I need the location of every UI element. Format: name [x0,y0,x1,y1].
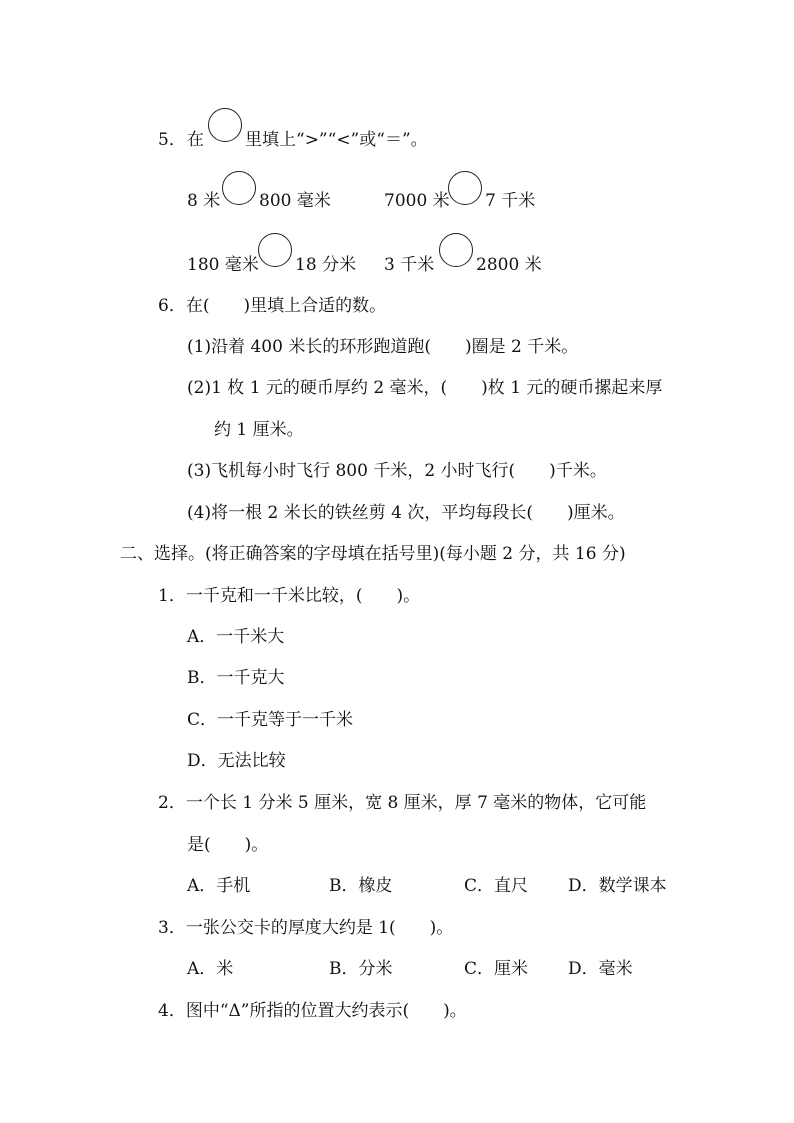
q6-sub-2-line2: 约 1 厘米。 [214,420,304,440]
c3-option-d[interactable]: D．毫米 [568,959,633,979]
q5-r1b-circle[interactable] [448,171,482,205]
section2-title: 二、选择。(将正确答案的字母填在括号里)(每小题 2 分，共 16 分) [120,544,626,564]
c2-option-b[interactable]: B．橡皮 [329,876,393,896]
c1-option-a[interactable]: A．一千米大 [187,627,285,647]
q5-r1a-left: 8 米 [187,191,221,211]
q5-r1b-left: 7000 米 [384,191,450,211]
q5-r2b-left: 3 千米 [384,255,435,275]
c1-stem: 1．一千克和一千米比较，( )。 [158,586,421,606]
q5-r1b-right: 7 千米 [485,191,536,211]
q5-r2a-circle[interactable] [258,233,292,267]
c2-option-a[interactable]: A．手机 [187,876,251,896]
q5-r1a-circle[interactable] [222,171,256,205]
c1-option-d[interactable]: D．无法比较 [187,751,286,771]
c1-option-c[interactable]: C．一千克等于一千米 [187,710,354,730]
q6-sub-1: (1)沿着 400 米长的环形跑道跑( )圈是 2 千米。 [187,337,579,357]
c2-option-c[interactable]: C．直尺 [464,876,529,896]
c4-stem: 4．图中“Δ”所指的位置大约表示( )。 [158,1001,467,1021]
c2-option-d[interactable]: D．数学课本 [568,876,667,896]
c3-option-b[interactable]: B．分米 [329,959,393,979]
q5-r2a-left: 180 毫米 [187,255,259,275]
c2-stem-line2: 是( )。 [187,835,269,855]
c2-stem-line1: 2．一个长 1 分米 5 厘米，宽 8 厘米，厚 7 毫米的物体，它可能 [158,793,647,813]
q5-r2b-circle[interactable] [439,233,473,267]
q6-sub-2-line1: (2)1 枚 1 元的硬币厚约 2 毫米，( )枚 1 元的硬币摞起来厚 [187,378,663,398]
q5-blank-circle [208,108,242,142]
q5-text-post: 里填上“>”“<”或“＝”。 [245,130,428,150]
c3-option-c[interactable]: C．厘米 [464,959,529,979]
q5-number: 5． [158,130,186,150]
q6-sub-3: (3)飞机每小时飞行 800 千米，2 小时飞行( )千米。 [187,461,607,481]
q5-r1a-right: 800 毫米 [259,191,331,211]
c1-option-b[interactable]: B．一千克大 [187,668,285,688]
q5-r2b-right: 2800 米 [476,255,542,275]
q6-heading: 6．在( )里填上合适的数。 [158,296,387,316]
q5-r2a-right: 18 分米 [295,255,357,275]
c3-stem: 3．一张公交卡的厚度大约是 1( )。 [158,918,454,938]
q5-text-pre: 在 [187,130,204,150]
c3-option-a[interactable]: A．米 [187,959,234,979]
q6-sub-4: (4)将一根 2 米长的铁丝剪 4 次，平均每段长( )厘米。 [187,503,625,523]
